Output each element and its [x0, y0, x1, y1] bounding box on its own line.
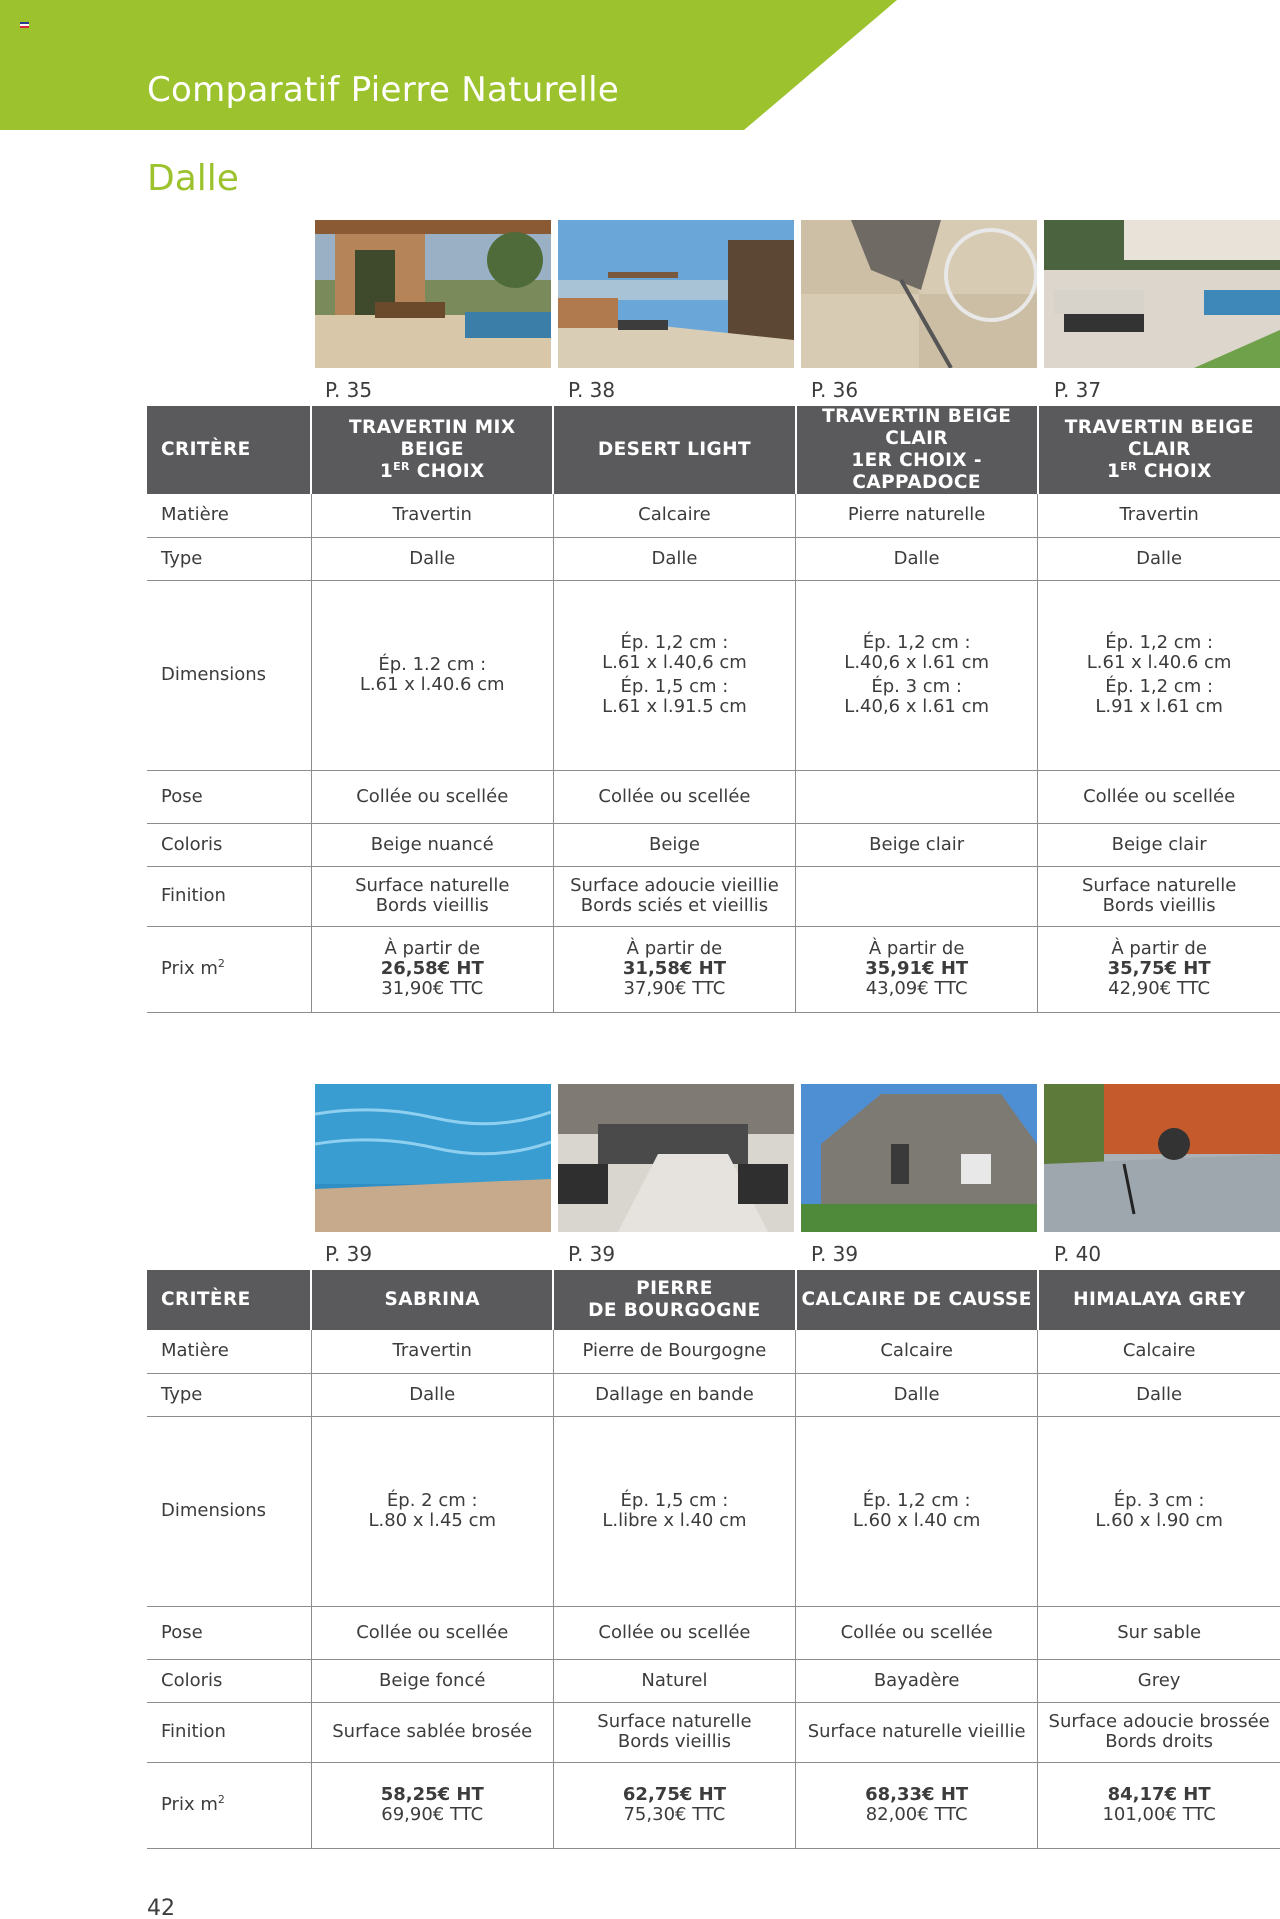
cell: Beige foncé	[311, 1659, 553, 1702]
row-label: Prix $m^2$	[147, 1762, 311, 1848]
table-row	[147, 926, 1280, 1012]
price-cell: 58,25€ HT 69,90€ TTC	[311, 1762, 553, 1848]
table-row	[147, 580, 1280, 770]
cell: Ép. 1.2 cm : L.61 x l.40.6 cm	[311, 580, 553, 770]
table-row	[147, 1416, 1280, 1606]
row-label: Prix $m^2$	[147, 926, 311, 1012]
cell: Sur sable	[1038, 1606, 1280, 1659]
row-label: Pose	[147, 1606, 311, 1659]
product-header: CALCAIRE DE CAUSSE	[796, 1270, 1038, 1330]
cell: Collée ou scellée	[1038, 770, 1280, 823]
product-header: TRAVERTIN MIX BEIGE 1ER CHOIX	[311, 406, 553, 494]
price-cell: À partir de 35,91€ HT 43,09€ TTC	[796, 926, 1038, 1012]
page-ref: P. 39	[811, 1242, 859, 1266]
page-ref: P. 38	[568, 378, 616, 402]
cell: Ép. 1,2 cm : L.61 x l.40.6 cm Ép. 1,2 cm : L.91 x l.61 cm	[1038, 580, 1280, 770]
page-ref: P. 40	[1054, 1242, 1102, 1266]
price-cell: À partir de 26,58€ HT 31,90€ TTC	[311, 926, 553, 1012]
cell: Beige	[553, 823, 795, 866]
row-label: Finition	[147, 866, 311, 926]
cell: Bayadère	[796, 1659, 1038, 1702]
price-cell: 68,33€ HT 82,00€ TTC	[796, 1762, 1038, 1848]
table-row	[147, 1330, 1280, 1373]
cell: Ép. 1,2 cm : L.40,6 x l.61 cm Ép. 3 cm : L.40,6 x l.61 cm	[796, 580, 1038, 770]
flag-icon	[20, 22, 29, 28]
row-label: Dimensions	[147, 580, 311, 770]
cell: Collée ou scellée	[311, 1606, 553, 1659]
cell	[796, 770, 1038, 823]
cell: Dalle	[311, 1373, 553, 1416]
cell: Surface naturelle Bords vieillis	[553, 1702, 795, 1762]
product-photo-pierre-de-bourgogne	[558, 1084, 794, 1232]
table-row	[147, 823, 1280, 866]
comparison-table-1	[147, 406, 1280, 1013]
price-cell: À partir de 31,58€ HT 37,90€ TTC	[553, 926, 795, 1012]
product-header: TRAVERTIN BEIGE CLAIR 1ER CHOIX	[1038, 406, 1280, 494]
product-photo-calcaire-de-causse	[801, 1084, 1037, 1232]
cell: Dallage en bande	[553, 1373, 795, 1416]
product-photos	[315, 220, 1280, 402]
cell: Beige clair	[1038, 823, 1280, 866]
cell	[796, 866, 1038, 926]
cell: Grey	[1038, 1659, 1280, 1702]
cell: Ép. 1,2 cm : L.60 x l.40 cm	[796, 1416, 1038, 1606]
table-row	[147, 494, 1280, 537]
product-photo-himalaya-grey	[1044, 1084, 1280, 1232]
row-label: Pose	[147, 770, 311, 823]
cell: Calcaire	[796, 1330, 1038, 1373]
cell: Dalle	[796, 1373, 1038, 1416]
product-photo-travertin-mix-beige	[315, 220, 551, 368]
table-header-row	[147, 1270, 1280, 1330]
cell: Dalle	[796, 537, 1038, 580]
cell: Ép. 1,2 cm : L.61 x l.40,6 cm Ép. 1,5 cm : L.61 x l.91.5 cm	[553, 580, 795, 770]
price-cell: À partir de 35,75€ HT 42,90€ TTC	[1038, 926, 1280, 1012]
cell: Surface naturelle vieillie	[796, 1702, 1038, 1762]
row-label: Matière	[147, 494, 311, 537]
page-ref: P. 39	[325, 1242, 373, 1266]
product-photo-sabrina	[315, 1084, 551, 1232]
cell: Pierre de Bourgogne	[553, 1330, 795, 1373]
row-label: Finition	[147, 1702, 311, 1762]
table-row	[147, 1702, 1280, 1762]
product-photo-desert-light	[558, 220, 794, 368]
cell: Surface sablée brosée	[311, 1702, 553, 1762]
page-ref: P. 39	[568, 1242, 616, 1266]
row-label: Dimensions	[147, 1416, 311, 1606]
table-row	[147, 1762, 1280, 1848]
criterion-header: CRITÈRE	[147, 1270, 311, 1330]
cell: Dalle	[1038, 537, 1280, 580]
product-photos	[315, 1084, 1280, 1266]
product-header: PIERRE DE BOURGOGNE	[553, 1270, 795, 1330]
row-label: Type	[147, 1373, 311, 1416]
table-row	[147, 1606, 1280, 1659]
cell: Travertin	[311, 494, 553, 537]
product-photo-travertin-cappadoce	[801, 220, 1037, 368]
row-label: Coloris	[147, 823, 311, 866]
page-ref: P. 35	[325, 378, 373, 402]
product-header: HIMALAYA GREY	[1038, 1270, 1280, 1330]
cell: Beige nuancé	[311, 823, 553, 866]
cell: Surface naturelle Bords vieillis	[311, 866, 553, 926]
cell: Travertin	[1038, 494, 1280, 537]
cell: Dalle	[311, 537, 553, 580]
cell: Ép. 3 cm : L.60 x l.90 cm	[1038, 1416, 1280, 1606]
cell: Calcaire	[1038, 1330, 1280, 1373]
section-title: Dalle	[147, 158, 239, 199]
row-label: Coloris	[147, 1659, 311, 1702]
table-row	[147, 770, 1280, 823]
product-header: TRAVERTIN BEIGE CLAIR 1ER CHOIX - CAPPADOCE	[796, 406, 1038, 494]
table-row	[147, 866, 1280, 926]
cell: Dalle	[1038, 1373, 1280, 1416]
cell: Surface adoucie vieillie Bords sciés et vieillis	[553, 866, 795, 926]
table-header-row	[147, 406, 1280, 494]
cell: Calcaire	[553, 494, 795, 537]
cell: Collée ou scellée	[796, 1606, 1038, 1659]
product-photo-travertin-beige-clair	[1044, 220, 1280, 368]
criterion-header: CRITÈRE	[147, 406, 311, 494]
table-row	[147, 1659, 1280, 1702]
cell: Collée ou scellée	[553, 770, 795, 823]
cell: Naturel	[553, 1659, 795, 1702]
page-number: 42	[147, 1896, 175, 1919]
page-ref: P. 36	[811, 378, 859, 402]
cell: Pierre naturelle	[796, 494, 1038, 537]
page-ref: P. 37	[1054, 378, 1102, 402]
cell: Travertin	[311, 1330, 553, 1373]
cell: Beige clair	[796, 823, 1038, 866]
header-banner	[0, 0, 900, 130]
cell: Ép. 1,5 cm : L.libre x l.40 cm	[553, 1416, 795, 1606]
price-cell: 62,75€ HT 75,30€ TTC	[553, 1762, 795, 1848]
table-row	[147, 1373, 1280, 1416]
cell: Dalle	[553, 537, 795, 580]
cell: Ép. 2 cm : L.80 x l.45 cm	[311, 1416, 553, 1606]
row-label: Type	[147, 537, 311, 580]
table-row	[147, 537, 1280, 580]
cell: Collée ou scellée	[553, 1606, 795, 1659]
cell: Surface adoucie brossée Bords droits	[1038, 1702, 1280, 1762]
row-label: Matière	[147, 1330, 311, 1373]
cell: Collée ou scellée	[311, 770, 553, 823]
price-cell: 84,17€ HT 101,00€ TTC	[1038, 1762, 1280, 1848]
product-header: SABRINA	[311, 1270, 553, 1330]
comparison-table-2	[147, 1270, 1280, 1849]
cell: Surface naturelle Bords vieillis	[1038, 866, 1280, 926]
product-header: DESERT LIGHT	[553, 406, 795, 494]
page-title: Comparatif Pierre Naturelle	[147, 70, 620, 110]
